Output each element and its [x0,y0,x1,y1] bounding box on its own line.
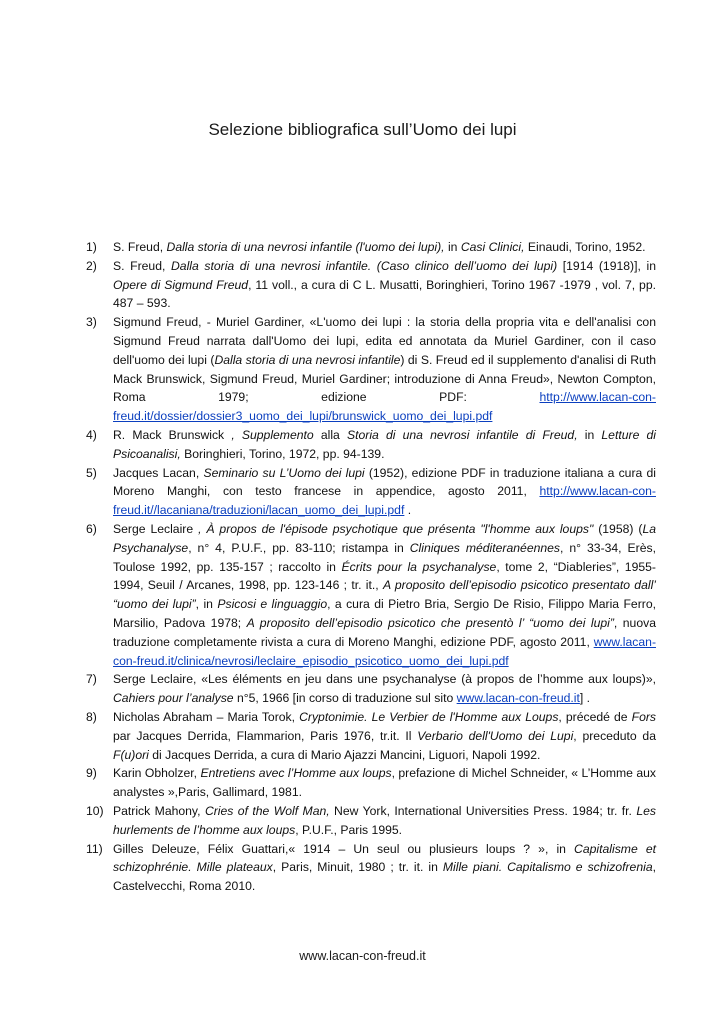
reference-italic-text: Cryptonimie. Le Verbier de l'Homme aux Loups [299,709,559,724]
reference-text: , Paris, Minuit, 1980 ; tr. it. in [272,860,443,875]
item-number: 4) [86,427,97,442]
reference-text: R. Mack Brunswick [113,427,232,442]
bibliography-item [86,257,656,313]
reference-text: , n° 33-34, Erès, Toulose 1992, pp. 135-157 ; raccolto in [113,540,656,574]
reference-italic-text: F(u)ori [113,747,149,762]
item-number: 11) [86,841,103,856]
bibliography-list [86,238,656,896]
reference-text: ] . [579,691,591,706]
reference-text: , nuova traduzione completamente rivista a cura di Moreno Manghi, edizione PDF, agosto 2011, [113,615,656,649]
reference-italic-text: , Supplemento [231,427,314,442]
item-number: 2) [86,258,97,273]
reference-text: Karin Obholzer, [113,766,201,781]
reference-text: S. Freud, [113,240,167,254]
reference-text: in [577,427,602,442]
reference-italic-text: Les hurlements de l’homme aux loups [113,803,656,837]
reference-text: S. Freud, [113,258,171,273]
item-number: 7) [86,672,97,687]
reference-italic-text: La Psychanalyse [113,521,656,555]
reference-italic-text: Seminario su L’Uomo dei lupi [203,465,365,480]
reference-italic-text: Capitalisme et schizophrénie. Mille plateaux [113,841,656,875]
item-number: 5) [86,465,97,480]
reference-italic-text: Fors [631,709,656,724]
reference-text: , n° 4, P.U.F., pp. 83-110; ristampa in [188,540,410,555]
reference-italic-text: A proposito dell’episodio psicotico presentato dall’ “uomo dei lupi” [113,578,656,612]
reference-text: ) di S. Freud ed il supplemento d'analisi di Ruth Mack Brunswick, Sigmund Freud, Muriel Gardiner; introduzione di Anna Freud», Newton Compton, Roma 1979; edizione PDF: [113,352,656,405]
reference-italic-text: Cahiers pour l’analyse [113,691,234,706]
reference-italic-text: Mille piani. Capitalismo e schizofrenia [442,860,653,875]
reference-text: , précedé de [558,709,632,724]
item-number: 1) [86,240,97,254]
bibliography-item [86,670,656,708]
reference-italic-text: Cries of the Wolf Man, [204,803,330,818]
reference-text: Gilles Deleuze, Félix Guattari,« 1914 – Un seul ou plusieurs loups ? », in [113,841,575,856]
bibliography-item [86,840,656,896]
reference-text: , preceduto da [573,728,656,743]
reference-italic-text: Entretiens avec l’Homme aux loups [200,766,392,781]
bibliography-item [86,708,656,764]
reference-italic-text: Casi Clinici, [460,240,525,254]
reference-text: Serge Leclaire [113,521,199,536]
reference-text: (1952), edizione PDF in traduzione italiana a cura di Moreno Manghi, con testo francese in appendice, agosto 2011, [113,465,657,499]
reference-text: Nicholas Abraham – Maria Torok, [113,709,300,724]
reference-text: Sigmund Freud, - Muriel Gardiner, «L'uomo dei lupi : la storia della propria vita e dell'analisi con Sigmund Freud narrata dall'Uomo dei lupi, edita ed annotata da Muriel Gardiner, con il caso dell'uomo dei lupi ( [113,315,656,367]
reference-italic-text: Storia di una nevrosi infantile di Freud, [346,427,578,442]
reference-italic-text: Dalla storia di una nevrosi infantile (l'uomo dei lupi), [166,240,445,254]
reference-italic-text: Cliniques méditeranéennes [409,540,561,555]
bibliography-item [86,520,656,670]
bibliography-item [86,764,656,802]
bibliography-item [86,238,656,257]
item-number: 3) [86,315,97,330]
item-number: 8) [86,709,97,724]
reference-italic-text: Dalla storia di una nevrosi infantile. (Caso clinico dell’uomo dei lupi) [170,258,558,273]
item-number: 10) [86,803,104,818]
page-title: Selezione bibliografica sull’Uomo dei lupi [208,120,517,139]
reference-text: New York, International Universities Press. 1984; tr. fr. [329,803,637,818]
reference-text: in [444,240,461,254]
reference-text: , a cura di Pietro Bria, Sergio De Risio, Filippo Maria Ferro, Marsilio, Padova 1978; [113,597,656,630]
reference-link[interactable]: http://www.lacan-con-freud.it/dossier/dossier3_uomo_dei_lupi/brunswick_uomo_dei_lupi.pdf [113,390,656,424]
reference-italic-text: Verbario dell'Uomo dei Lupi [417,728,574,743]
reference-italic-text: Écrits pour la psychanalyse [341,559,497,574]
reference-italic-text: Letture di Psicoanalisi, [113,427,656,461]
reference-italic-text: A proposito dell’episodio psicotico che presentò l’ “uomo dei lupi” [246,615,614,630]
reference-text: , tome 2, “Diableries”, 1955-1994, Seuil / Arcanes, 1998, pp. 123-146 ; tr. it., [113,559,656,593]
reference-text: , 11 voll., a cura di C L. Musatti, Boringhieri, Torino 1967 -1979 , vol. 7, pp. 487 – 593. [113,277,656,311]
bibliography-item [86,802,656,840]
reference-text: n°5, 1966 [in corso di traduzione sul sito [233,691,457,706]
reference-italic-text: Psicosi e linguaggio [217,597,328,612]
footer-website: www.lacan-con-freud.it [299,949,426,963]
reference-text: . [404,503,412,518]
reference-text: [1914 (1918)], in [557,258,656,273]
bibliography-item [86,464,656,520]
reference-text: di Jacques Derrida, a cura di Mario Ajazzi Mancini, Liguori, Napoli 1992. [148,747,541,762]
item-number: 6) [86,521,97,536]
reference-text: , P.U.F., Paris 1995. [295,822,403,837]
reference-text: alla [313,427,347,442]
reference-text: , prefazione di Michel Schneider, « L’Homme aux analystes »,Paris, Gallimard, 1981. [113,766,656,800]
bibliography-item [86,426,656,464]
reference-text: Boringhieri, Torino, 1972, pp. 94-139. [180,446,385,461]
reference-text: Serge Leclaire, «Les éléments en jeu dans une psychanalyse (à propos de l’homme aux loups)», [113,672,656,687]
reference-text: Einaudi, Torino, 1952. [524,240,646,254]
bibliography-item [86,313,656,426]
reference-italic-text: , À propos de l'épisode psychotique que présenta "l'homme aux loups" [198,521,594,536]
reference-italic-text: Opere di Sigmund Freud [113,277,249,292]
reference-text: , Castelvecchi, Roma 2010. [113,860,656,894]
reference-text: par Jacques Derrida, Flammarion, Paris 1976, tr.it. Il [113,728,418,743]
reference-text: Patrick Mahony, [113,803,205,818]
reference-text: (1958) ( [593,521,643,536]
reference-link[interactable]: www.lacan-con-freud.it/clinica/nevrosi/leclaire_episodio_psicotico_uomo_dei_lupi.pdf [113,634,656,668]
reference-text: , in [195,597,218,612]
item-number: 9) [86,766,97,781]
reference-italic-text: Dalla storia di una nevrosi infantile [214,352,401,367]
reference-link[interactable]: http://www.lacan-con-freud.it//lacaniana/traduzioni/lacan_uomo_dei_lupi.pdf [113,484,656,518]
reference-text: Jacques Lacan, [113,465,204,480]
reference-link[interactable]: www.lacan-con-freud.it [456,691,580,706]
